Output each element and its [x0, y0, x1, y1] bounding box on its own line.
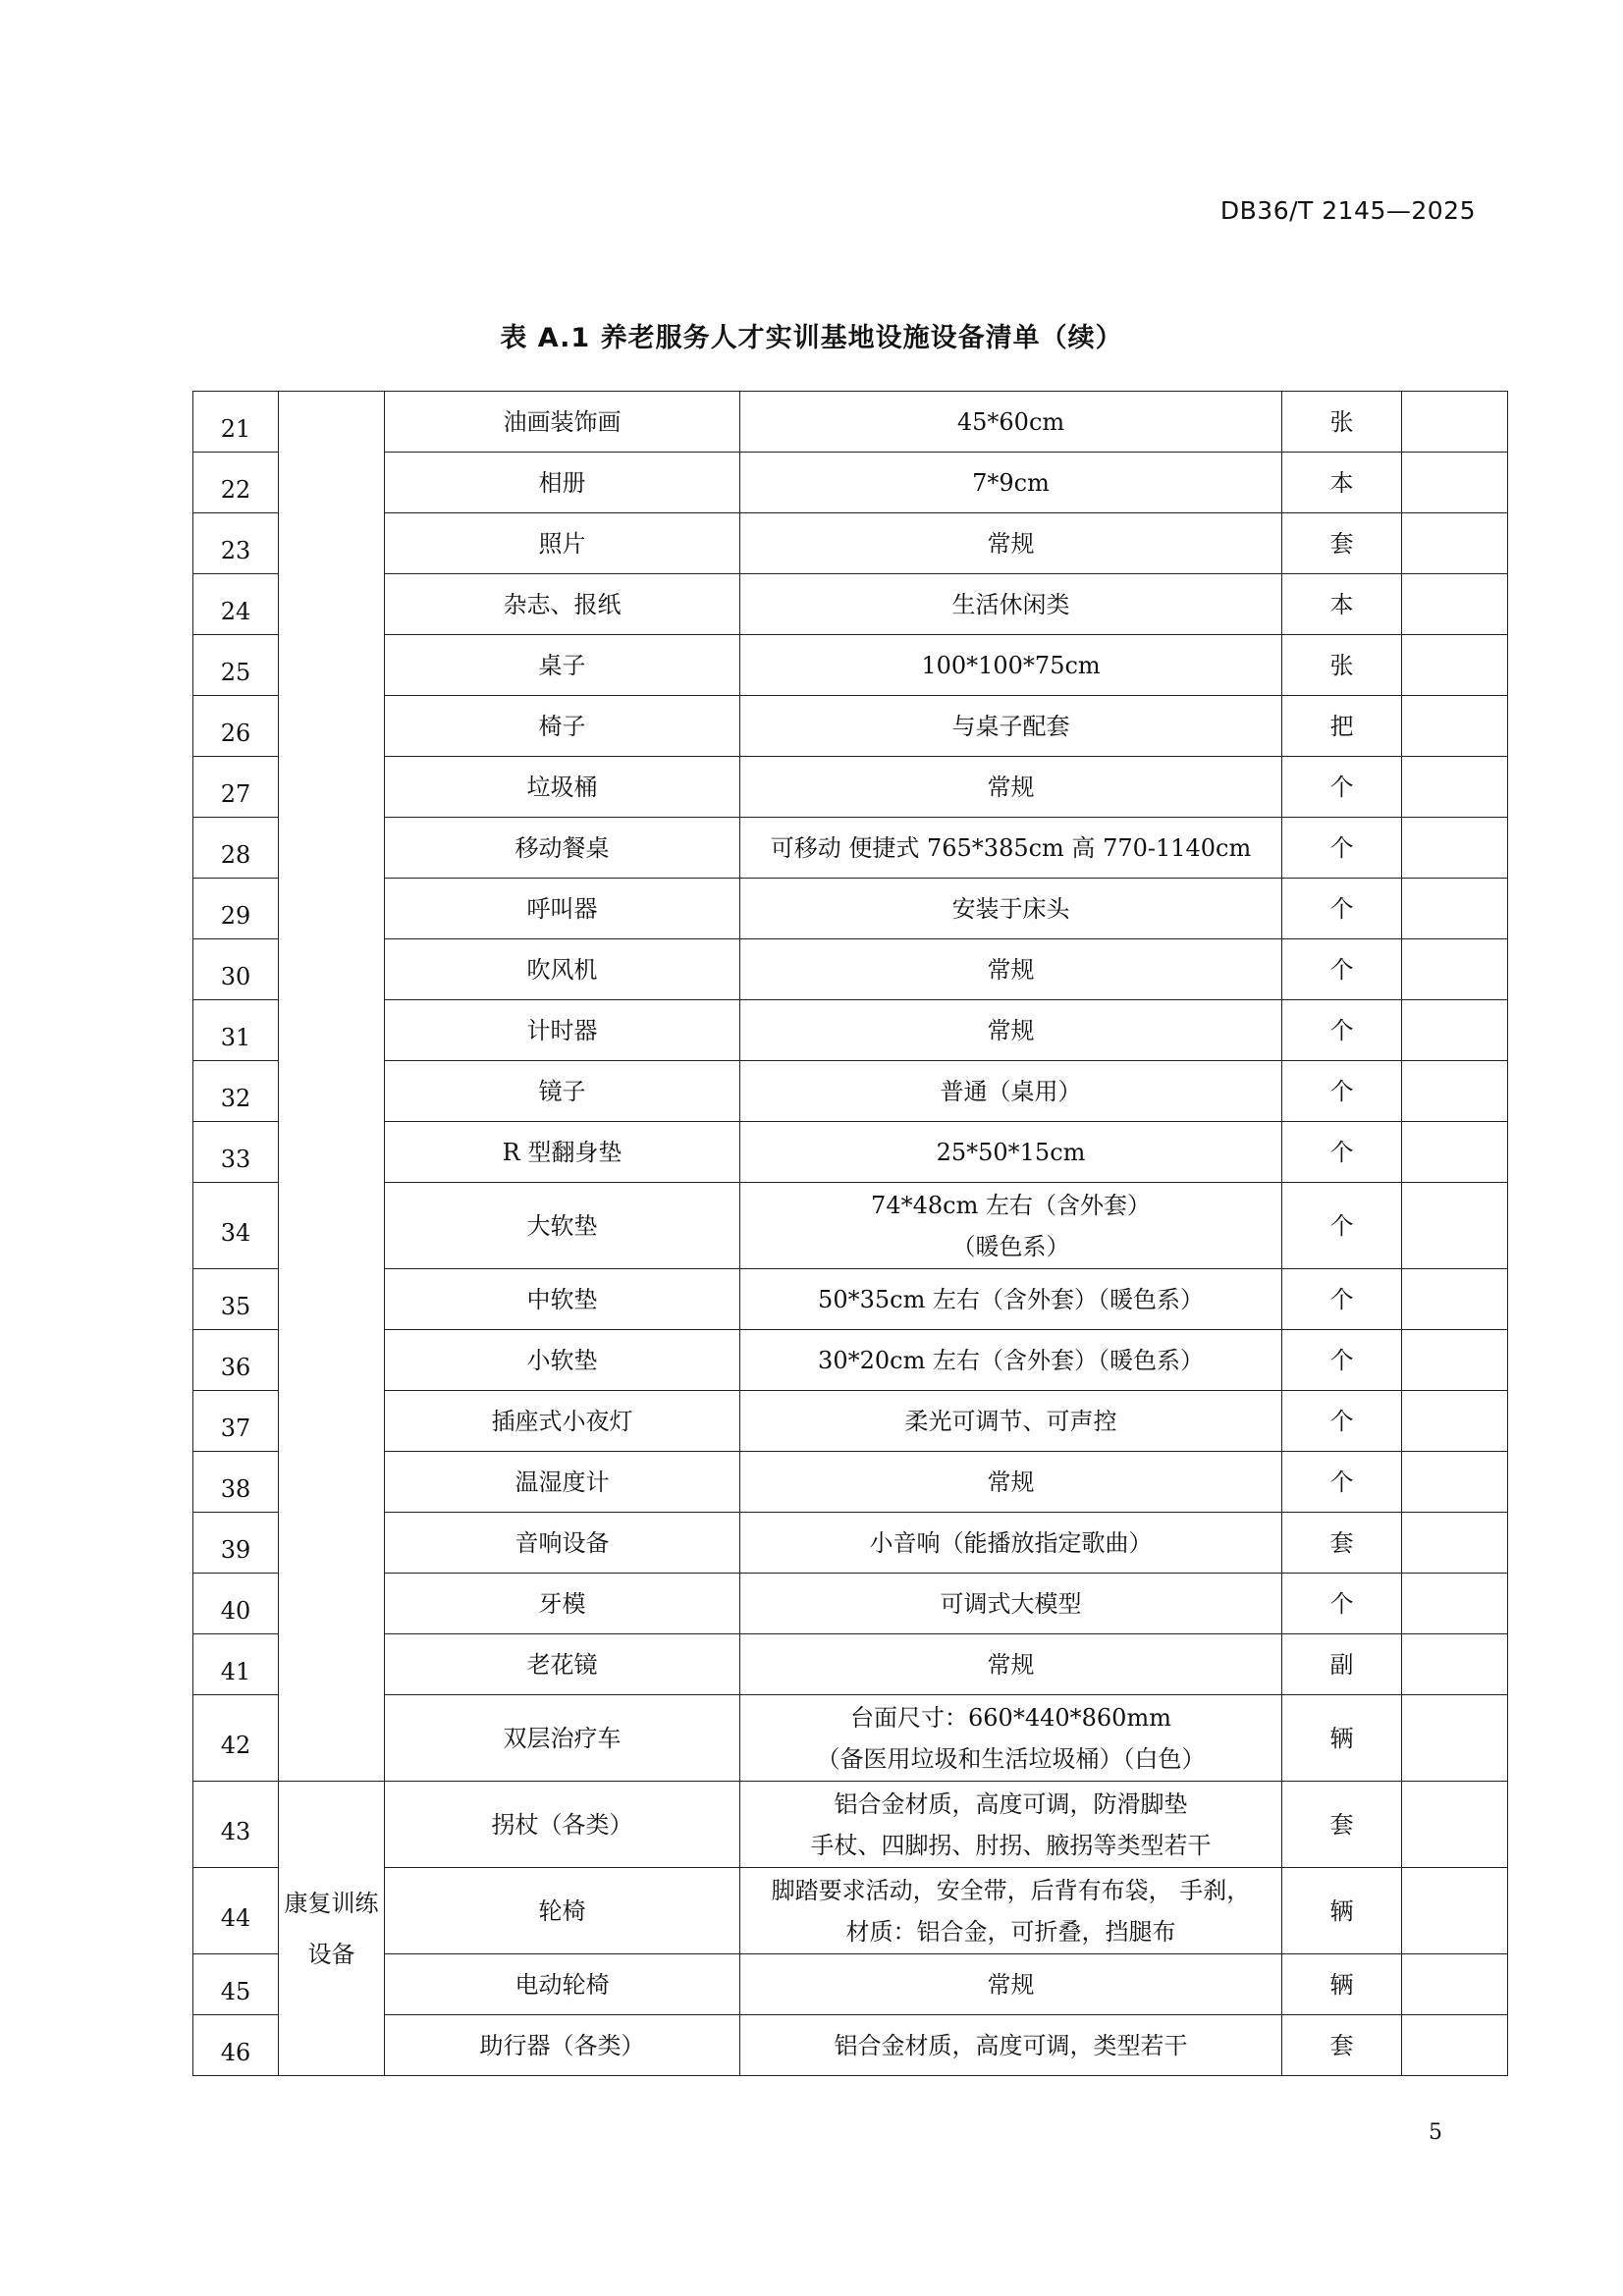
item-spec-cell [740, 574, 1282, 635]
item-spec-cell [740, 1000, 1282, 1061]
item-spec-cell [740, 879, 1282, 939]
category-cell-blank [279, 392, 385, 1782]
item-unit-cell: 个 [1282, 1452, 1402, 1513]
table-row [193, 1782, 1508, 1868]
row-number-cell: 41 [193, 1634, 279, 1695]
item-spec-cell [740, 513, 1282, 574]
item-unit-cell: 套 [1282, 1513, 1402, 1574]
table-row [193, 1000, 1508, 1061]
item-name-cell: 垃圾桶 [385, 757, 740, 818]
spec-line: （暖色系） [951, 1232, 1070, 1260]
item-spec-cell [740, 1330, 1282, 1391]
item-name-cell: R 型翻身垫 [385, 1122, 740, 1183]
item-unit-cell: 个 [1282, 818, 1402, 879]
table-row [193, 1183, 1508, 1269]
item-name-cell: 拐杖（各类） [385, 1782, 740, 1868]
item-spec-cell [740, 1061, 1282, 1122]
row-number-cell: 25 [193, 635, 279, 696]
item-note-cell [1402, 635, 1508, 696]
document-code: DB36/T 2145—2025 [1219, 196, 1476, 225]
row-number-cell: 39 [193, 1513, 279, 1574]
row-number-cell: 26 [193, 696, 279, 757]
item-spec-cell [740, 1122, 1282, 1183]
table-row [193, 1868, 1508, 1954]
row-number-cell: 24 [193, 574, 279, 635]
item-note-cell [1402, 2015, 1508, 2076]
item-name-cell: 大软垫 [385, 1183, 740, 1269]
spec-line: 常规 [987, 1650, 1035, 1679]
item-note-cell [1402, 1061, 1508, 1122]
item-unit-cell: 个 [1282, 939, 1402, 1000]
table-row [193, 574, 1508, 635]
row-number-cell: 35 [193, 1269, 279, 1330]
table-title: 表 A.1 养老服务人才实训基地设施设备清单（续） [500, 323, 1123, 353]
spec-line: 100*100*75cm [921, 651, 1101, 679]
item-name-cell: 轮椅 [385, 1868, 740, 1954]
item-spec-cell [740, 1695, 1282, 1782]
item-note-cell [1402, 1183, 1508, 1269]
item-note-cell [1402, 696, 1508, 757]
table-row [193, 879, 1508, 939]
table-row [193, 1330, 1508, 1391]
item-unit-cell: 个 [1282, 1061, 1402, 1122]
item-name-cell: 音响设备 [385, 1513, 740, 1574]
table-row [193, 1954, 1508, 2015]
item-name-cell: 移动餐桌 [385, 818, 740, 879]
item-name-cell: 吹风机 [385, 939, 740, 1000]
row-number-cell: 46 [193, 2015, 279, 2076]
table-row [193, 392, 1508, 453]
table-row [193, 1122, 1508, 1183]
item-name-cell: 小软垫 [385, 1330, 740, 1391]
item-name-cell: 老花镜 [385, 1634, 740, 1695]
item-note-cell [1402, 574, 1508, 635]
item-unit-cell: 个 [1282, 1000, 1402, 1061]
item-name-cell: 桌子 [385, 635, 740, 696]
row-number-cell: 32 [193, 1061, 279, 1122]
item-note-cell [1402, 818, 1508, 879]
item-name-cell: 镜子 [385, 1061, 740, 1122]
item-name-cell: 相册 [385, 453, 740, 513]
item-note-cell [1402, 1574, 1508, 1634]
row-number-cell: 21 [193, 392, 279, 453]
item-spec-cell [740, 1513, 1282, 1574]
row-number-cell: 27 [193, 757, 279, 818]
spec-line: 台面尺寸：660*440*860mm [850, 1703, 1171, 1732]
row-number-cell: 43 [193, 1782, 279, 1868]
spec-line: 与桌子配套 [951, 712, 1070, 740]
row-number-cell: 29 [193, 879, 279, 939]
item-note-cell [1402, 1513, 1508, 1574]
item-name-cell: 油画装饰画 [385, 392, 740, 453]
item-unit-cell: 辆 [1282, 1695, 1402, 1782]
spec-line: 铝合金材质，高度可调，类型若干 [834, 2031, 1188, 2059]
item-name-cell: 电动轮椅 [385, 1954, 740, 2015]
table-row [193, 1513, 1508, 1574]
spec-line: 常规 [987, 1016, 1035, 1044]
item-note-cell [1402, 513, 1508, 574]
table-row [193, 2015, 1508, 2076]
table-row [193, 818, 1508, 879]
item-spec-cell [740, 1782, 1282, 1868]
item-spec-cell [740, 1868, 1282, 1954]
item-unit-cell: 辆 [1282, 1868, 1402, 1954]
spec-line: 柔光可调节、可声控 [904, 1407, 1117, 1435]
spec-line: 常规 [987, 529, 1035, 558]
row-number-cell: 30 [193, 939, 279, 1000]
item-unit-cell: 本 [1282, 574, 1402, 635]
spec-line: 手杖、四脚拐、肘拐、腋拐等类型若干 [810, 1831, 1212, 1859]
row-number-cell: 34 [193, 1183, 279, 1269]
row-number-cell: 36 [193, 1330, 279, 1391]
item-spec-cell [740, 1634, 1282, 1695]
spec-line: 45*60cm [956, 407, 1065, 436]
item-note-cell [1402, 1269, 1508, 1330]
item-unit-cell: 个 [1282, 757, 1402, 818]
table-row [193, 1695, 1508, 1782]
item-note-cell [1402, 1954, 1508, 2015]
table-row [193, 757, 1508, 818]
item-name-cell: 牙模 [385, 1574, 740, 1634]
item-note-cell [1402, 939, 1508, 1000]
item-note-cell [1402, 1634, 1508, 1695]
item-name-cell: 双层治疗车 [385, 1695, 740, 1782]
item-note-cell [1402, 1452, 1508, 1513]
spec-line: 生活休闲类 [951, 590, 1070, 618]
spec-line: 常规 [987, 1970, 1035, 1999]
item-unit-cell: 个 [1282, 1391, 1402, 1452]
item-note-cell [1402, 1000, 1508, 1061]
item-unit-cell: 个 [1282, 1269, 1402, 1330]
category-label: 设备 [307, 1940, 355, 1968]
spec-line: 常规 [987, 955, 1035, 984]
table-row [193, 1634, 1508, 1695]
spec-line: 铝合金材质，高度可调，防滑脚垫 [834, 1789, 1188, 1818]
item-name-cell: 助行器（各类） [385, 2015, 740, 2076]
spec-line: 常规 [987, 773, 1035, 801]
item-spec-cell [740, 818, 1282, 879]
item-unit-cell: 个 [1282, 1183, 1402, 1269]
item-spec-cell [740, 1391, 1282, 1452]
row-number-cell: 28 [193, 818, 279, 879]
item-note-cell [1402, 1122, 1508, 1183]
row-number-cell: 42 [193, 1695, 279, 1782]
item-unit-cell: 张 [1282, 635, 1402, 696]
spec-line: 30*20cm 左右（含外套）（暖色系） [818, 1346, 1204, 1374]
page-number: 5 [1429, 2120, 1442, 2145]
table-row [193, 696, 1508, 757]
spec-line: 安装于床头 [951, 894, 1070, 923]
table-row [193, 1574, 1508, 1634]
item-note-cell [1402, 757, 1508, 818]
spec-line: 可调式大模型 [940, 1589, 1082, 1618]
item-note-cell [1402, 1695, 1508, 1782]
item-name-cell: 照片 [385, 513, 740, 574]
spec-line: （备医用垃圾和生活垃圾桶）（白色） [816, 1744, 1206, 1773]
item-spec-cell [740, 1452, 1282, 1513]
spec-line: 普通（桌用） [940, 1077, 1082, 1105]
item-spec-cell [740, 1574, 1282, 1634]
row-number-cell: 37 [193, 1391, 279, 1452]
spec-line: 7*9cm [972, 468, 1050, 497]
table-row [193, 453, 1508, 513]
table-body [193, 392, 1508, 2076]
item-unit-cell: 个 [1282, 1574, 1402, 1634]
spec-line: 25*50*15cm [936, 1138, 1086, 1166]
spec-line: 脚踏要求活动，安全带，后背有布袋， 手刹， [771, 1876, 1251, 1904]
table-row [193, 1391, 1508, 1452]
item-spec-cell [740, 696, 1282, 757]
item-spec-cell [740, 2015, 1282, 2076]
row-number-cell: 40 [193, 1574, 279, 1634]
item-spec-cell [740, 939, 1282, 1000]
spec-line: 50*35cm 左右（含外套）（暖色系） [818, 1285, 1204, 1313]
item-unit-cell: 套 [1282, 513, 1402, 574]
item-spec-cell [740, 757, 1282, 818]
equipment-table [192, 391, 1508, 2076]
item-spec-cell [740, 453, 1282, 513]
item-unit-cell: 套 [1282, 1782, 1402, 1868]
table-row [193, 635, 1508, 696]
item-spec-cell [740, 1183, 1282, 1269]
item-name-cell: 椅子 [385, 696, 740, 757]
table-row [193, 939, 1508, 1000]
item-unit-cell: 个 [1282, 1122, 1402, 1183]
item-note-cell [1402, 1782, 1508, 1868]
item-name-cell: 温湿度计 [385, 1452, 740, 1513]
item-unit-cell: 套 [1282, 2015, 1402, 2076]
item-unit-cell: 本 [1282, 453, 1402, 513]
category-label: 康复训练 [284, 1889, 379, 1917]
spec-line: 小音响（能播放指定歌曲） [869, 1528, 1153, 1557]
table-row [193, 1452, 1508, 1513]
item-note-cell [1402, 392, 1508, 453]
item-unit-cell: 张 [1282, 392, 1402, 453]
item-unit-cell: 辆 [1282, 1954, 1402, 2015]
row-number-cell: 22 [193, 453, 279, 513]
item-unit-cell: 副 [1282, 1634, 1402, 1695]
category-cell-rehab [279, 1782, 385, 2076]
item-name-cell: 呼叫器 [385, 879, 740, 939]
item-note-cell [1402, 1868, 1508, 1954]
spec-line: 可移动 便捷式 765*385cm 高 770-1140cm [770, 833, 1252, 862]
table-row [193, 1061, 1508, 1122]
item-unit-cell: 把 [1282, 696, 1402, 757]
row-number-cell: 33 [193, 1122, 279, 1183]
item-spec-cell [740, 392, 1282, 453]
item-spec-cell [740, 1954, 1282, 2015]
row-number-cell: 23 [193, 513, 279, 574]
row-number-cell: 38 [193, 1452, 279, 1513]
row-number-cell: 31 [193, 1000, 279, 1061]
item-name-cell: 杂志、报纸 [385, 574, 740, 635]
table-row [193, 1269, 1508, 1330]
item-name-cell: 计时器 [385, 1000, 740, 1061]
item-unit-cell: 个 [1282, 879, 1402, 939]
row-number-cell: 45 [193, 1954, 279, 2015]
item-spec-cell [740, 1269, 1282, 1330]
item-note-cell [1402, 1330, 1508, 1391]
spec-line: 常规 [987, 1468, 1035, 1496]
item-note-cell [1402, 453, 1508, 513]
item-note-cell [1402, 879, 1508, 939]
item-name-cell: 中软垫 [385, 1269, 740, 1330]
spec-line: 74*48cm 左右（含外套） [871, 1191, 1151, 1219]
row-number-cell: 44 [193, 1868, 279, 1954]
item-spec-cell [740, 635, 1282, 696]
spec-line: 材质：铝合金，可折叠，挡腿布 [845, 1917, 1176, 1946]
item-name-cell: 插座式小夜灯 [385, 1391, 740, 1452]
item-note-cell [1402, 1391, 1508, 1452]
table-row [193, 513, 1508, 574]
item-unit-cell: 个 [1282, 1330, 1402, 1391]
